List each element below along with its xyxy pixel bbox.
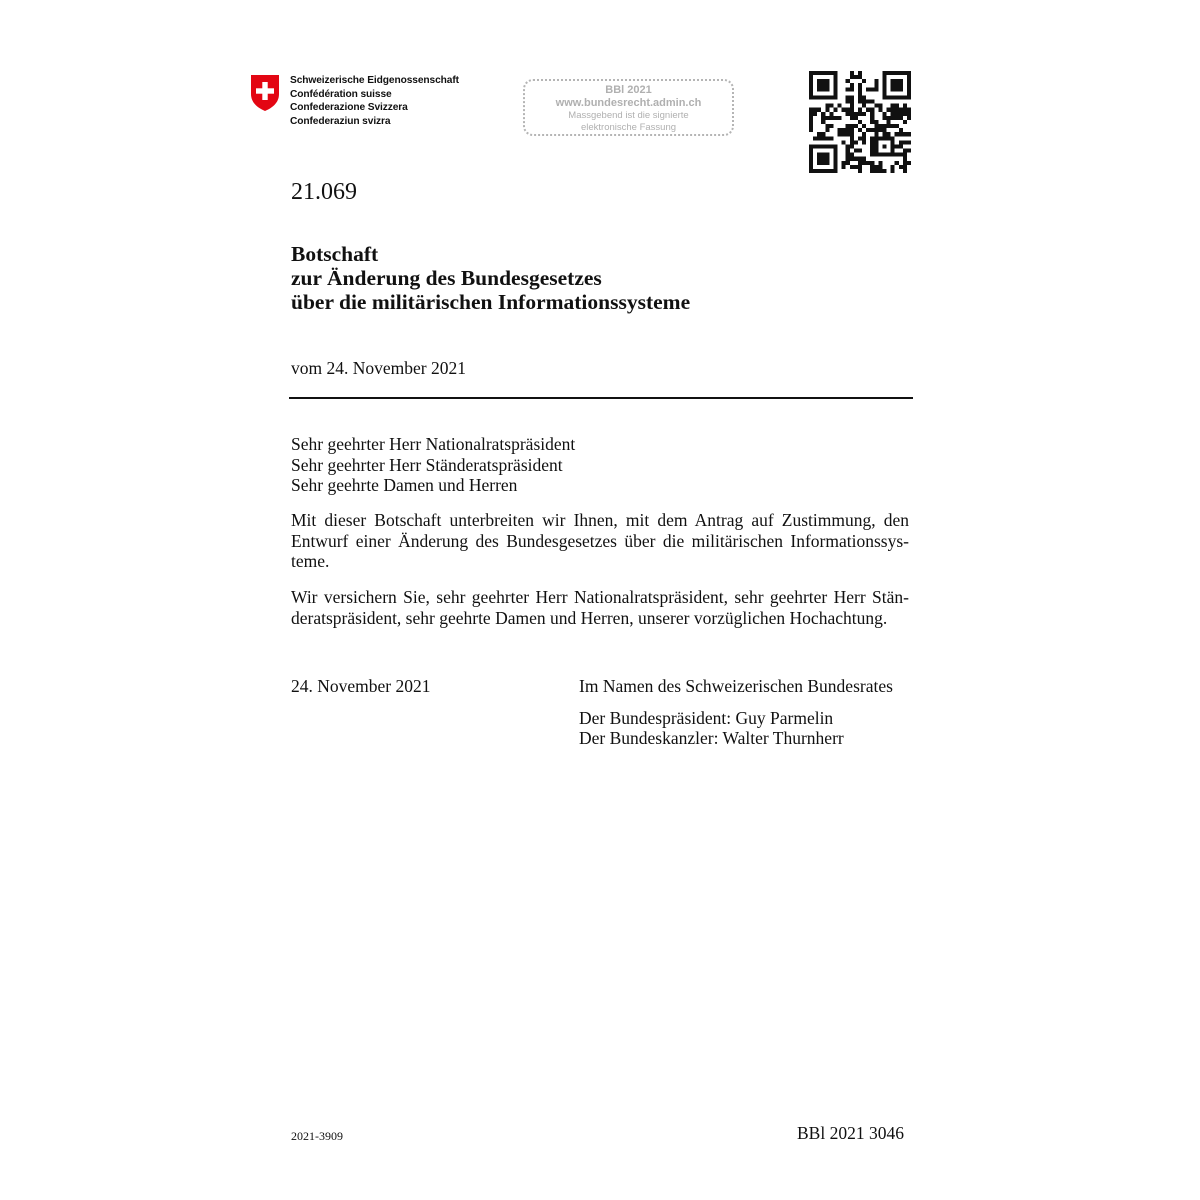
publication-stamp	[523, 79, 734, 136]
paragraph-line: Wir versichern Sie, sehr geehrter Herr Nationalratspräsident, sehr geehrter Herr Stän-	[291, 587, 909, 607]
footer-document-id: 2021-3909	[291, 1129, 343, 1143]
signature-chancellor: Der Bundeskanzler: Walter Thurnherr	[579, 728, 844, 748]
stamp-line-1: BBl 2021	[605, 84, 652, 96]
signature-block	[579, 676, 893, 749]
signature-date: 24. November 2021	[291, 676, 431, 696]
document-number: 21.069	[291, 179, 357, 205]
salutation-line-3: Sehr geehrte Damen und Herren	[291, 475, 518, 495]
stamp-line-4: elektronische Fassung	[580, 121, 677, 133]
federal-logo	[250, 74, 459, 128]
federal-name-rm: Confederaziun svizra	[290, 115, 391, 127]
salutation-line-2: Sehr geehrter Herr Ständeratspräsident	[291, 454, 563, 475]
title-line-2: zur Änderung des Bundesgesetzes	[291, 266, 602, 290]
title-line-1: Botschaft	[291, 242, 379, 266]
paragraph-closing	[291, 587, 909, 628]
signature-on-behalf: Im Namen des Schweizerischen Bundesrates	[579, 676, 893, 696]
paragraph-line: Entwurf einer Änderung des Bundesgesetzes über die militärischen Informationssys-	[291, 530, 909, 551]
signature-president: Der Bundespräsident: Guy Parmelin	[579, 707, 834, 728]
qr-code-icon	[809, 71, 911, 173]
salutation-line-1: Sehr geehrter Herr Nationalratspräsident	[291, 434, 576, 454]
paragraph-line: Mit dieser Botschaft unterbreiten wir Ihnen, mit dem Antrag auf Zustimmung, den	[291, 510, 909, 530]
salutation	[291, 434, 575, 496]
paragraph-proposal	[291, 510, 909, 572]
paragraph-line: deratspräsident, sehr geehrte Damen und Herren, unserer vorzüglichen Hochachtung.	[291, 607, 888, 628]
footer-page-reference: BBl 2021 3046	[797, 1123, 904, 1143]
horizontal-rule	[289, 397, 913, 399]
swiss-coat-of-arms-icon	[250, 74, 280, 112]
paragraph-line: teme.	[291, 551, 330, 571]
document-title	[291, 242, 690, 314]
stamp-line-2: www.bundesrecht.admin.ch	[555, 97, 702, 109]
federal-names	[290, 74, 459, 128]
federal-name-fr: Confédération suisse	[290, 88, 392, 100]
federal-name-de: Schweizerische Eidgenossenschaft	[290, 75, 459, 86]
title-line-3: über die militärischen Informationssysteme	[291, 290, 691, 314]
federal-name-it: Confederazione Svizzera	[290, 102, 408, 114]
stamp-line-3: Massgebend ist die signierte	[568, 110, 689, 121]
document-date: vom 24. November 2021	[291, 358, 466, 378]
